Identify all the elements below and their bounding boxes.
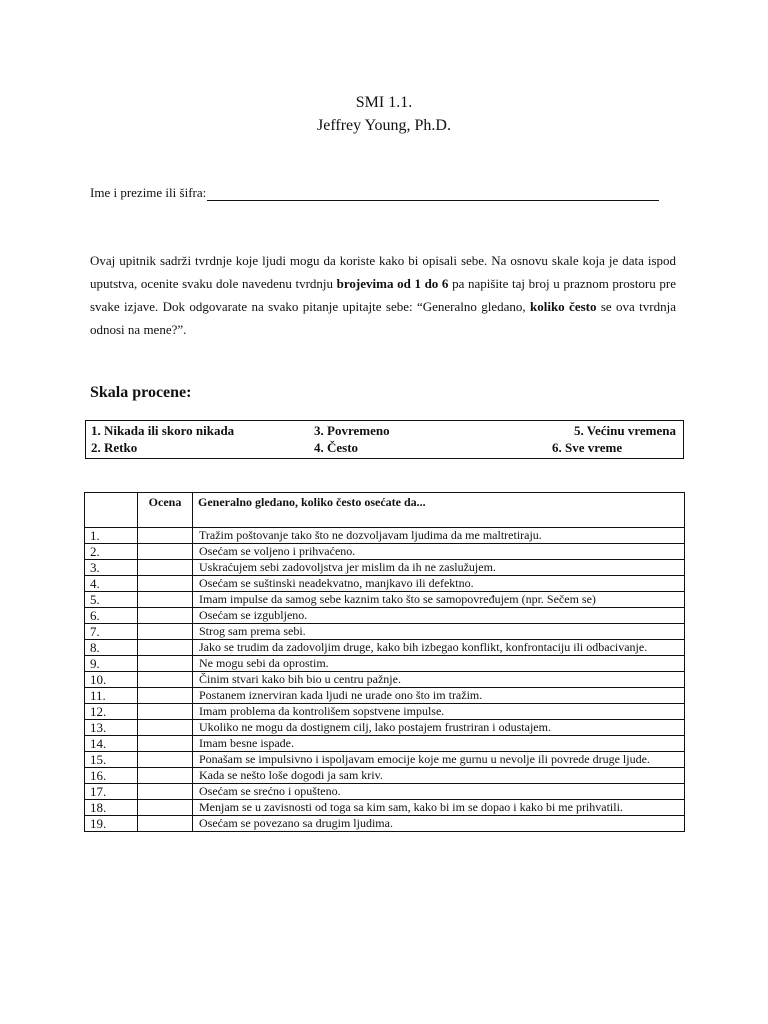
rating-cell[interactable] (138, 800, 193, 816)
scale-option-5: 5. Većinu vremena (574, 423, 676, 438)
item-number: 12. (85, 704, 138, 720)
table-row (85, 720, 685, 736)
item-statement: Menjam se u zavisnosti od toga sa kim sam, kako bi im se dopao i kako bi me prihvatili. (193, 800, 685, 816)
instructions-text-3: se ova tvrdnja odnosi na mene?”. (90, 299, 676, 337)
name-field-row (90, 185, 659, 201)
item-statement: Osećam se voljeno i prihvaćeno. (193, 544, 685, 560)
item-number: 5. (85, 592, 138, 608)
table-row (85, 816, 685, 832)
table-row (85, 672, 685, 688)
document-title: SMI 1.1. (355, 94, 413, 111)
rating-cell[interactable] (138, 704, 193, 720)
rating-cell[interactable] (138, 560, 193, 576)
table-row (85, 528, 685, 544)
name-field-blank-line[interactable] (207, 186, 659, 201)
item-number: 10. (85, 672, 138, 688)
item-number: 2. (85, 544, 138, 560)
rating-cell[interactable] (138, 752, 193, 768)
rating-cell[interactable] (138, 640, 193, 656)
table-row (85, 688, 685, 704)
scale-option-3: 3. Povremeno (314, 423, 390, 438)
table-row (85, 640, 685, 656)
item-statement: Ne mogu sebi da oprostim. (193, 656, 685, 672)
rating-cell[interactable] (138, 768, 193, 784)
item-number: 13. (85, 720, 138, 736)
item-number: 1. (85, 528, 138, 544)
item-number: 6. (85, 608, 138, 624)
item-statement: Kada se nešto loše dogodi ja sam kriv. (193, 768, 685, 784)
table-row (85, 608, 685, 624)
table-row (85, 784, 685, 800)
item-statement: Činim stvari kako bih bio u centru pažnje. (193, 672, 685, 688)
questionnaire-table (84, 492, 685, 832)
rating-cell[interactable] (138, 720, 193, 736)
table-row (85, 592, 685, 608)
item-statement: Imam impulse da samog sebe kaznim tako što se samopovređujem (npr. Sečem se) (193, 592, 685, 608)
name-field-label: Ime i prezime ili šifra: (90, 185, 207, 200)
scale-option-2: 2. Retko (91, 440, 138, 455)
rating-cell[interactable] (138, 736, 193, 752)
item-number: 14. (85, 736, 138, 752)
table-row (85, 624, 685, 640)
item-number: 16. (85, 768, 138, 784)
table-row (85, 576, 685, 592)
instructions-paragraph (90, 249, 676, 341)
rating-cell[interactable] (138, 592, 193, 608)
item-statement: Osećam se srećno i opušteno. (193, 784, 685, 800)
scale-option-6: 6. Sve vreme (552, 440, 623, 455)
instructions-bold-2: koliko često (530, 299, 597, 314)
table-row (85, 736, 685, 752)
item-statement: Postanem iznerviran kada ljudi ne urade ono što im tražim. (193, 688, 685, 704)
item-number: 19. (85, 816, 138, 832)
scale-option-1: 1. Nikada ili skoro nikada (91, 423, 235, 438)
document-author: Jeffrey Young, Ph.D. (317, 117, 451, 134)
table-row (85, 768, 685, 784)
item-number: 18. (85, 800, 138, 816)
item-statement: Jako se trudim da zadovoljim druge, kako bih izbegao konflikt, konfrontaciju ili odbacivanje. (193, 640, 685, 656)
instructions-text-1: Ovaj upitnik sadrži tvrdnje koje ljudi mogu da koriste kako bi opisali sebe. Na osnovu skale koja je data ispod uputstva, ocenite svaku dole navedenu tvrdnju (90, 253, 676, 291)
instructions-bold-1: brojevima od 1 do 6 (336, 276, 449, 291)
rating-cell[interactable] (138, 672, 193, 688)
scale-option-4: 4. Često (314, 440, 359, 455)
rating-cell[interactable] (138, 816, 193, 832)
item-statement: Uskraćujem sebi zadovoljstva jer mislim da ih ne zaslužujem. (193, 560, 685, 576)
item-number: 8. (85, 640, 138, 656)
rating-cell[interactable] (138, 528, 193, 544)
rating-cell[interactable] (138, 576, 193, 592)
table-row (85, 800, 685, 816)
item-statement: Ukoliko ne mogu da dostignem cilj, lako postajem frustriran i odustajem. (193, 720, 685, 736)
header-statement: Generalno gledano, koliko često osećate da... (193, 493, 685, 528)
rating-cell[interactable] (138, 784, 193, 800)
item-number: 7. (85, 624, 138, 640)
table-row (85, 544, 685, 560)
item-statement: Osećam se suštinski neadekvatno, manjkavo ili defektno. (193, 576, 685, 592)
item-number: 3. (85, 560, 138, 576)
item-statement: Imam problema da kontrolišem sopstvene impulse. (193, 704, 685, 720)
table-header-row (85, 493, 685, 528)
item-number: 4. (85, 576, 138, 592)
table-row (85, 704, 685, 720)
rating-cell[interactable] (138, 688, 193, 704)
rating-scale-box (85, 420, 684, 459)
header-number (85, 493, 138, 528)
scale-heading: Skala procene: (90, 384, 192, 401)
item-statement: Strog sam prema sebi. (193, 624, 685, 640)
item-number: 11. (85, 688, 138, 704)
item-statement: Osećam se izgubljeno. (193, 608, 685, 624)
table-row (85, 752, 685, 768)
instructions-text-2: pa napišite taj broj u praznom prostoru pre svake izjave. Dok odgovarate na svako pitanje upitajte sebe: “Generalno gledano, (90, 276, 676, 314)
item-number: 15. (85, 752, 138, 768)
header-rating: Ocena (138, 493, 193, 528)
item-number: 17. (85, 784, 138, 800)
rating-cell[interactable] (138, 608, 193, 624)
item-number: 9. (85, 656, 138, 672)
item-statement: Tražim poštovanje tako što ne dozvoljavam ljudima da me maltretiraju. (193, 528, 685, 544)
rating-cell[interactable] (138, 624, 193, 640)
table-row (85, 560, 685, 576)
item-statement: Imam besne ispade. (193, 736, 685, 752)
rating-cell[interactable] (138, 656, 193, 672)
item-statement: Ponašam se impulsivno i ispoljavam emocije koje me gurnu u nevolje ili povrede druge ljude. (193, 752, 685, 768)
item-statement: Osećam se povezano sa drugim ljudima. (193, 816, 685, 832)
table-row (85, 656, 685, 672)
rating-cell[interactable] (138, 544, 193, 560)
